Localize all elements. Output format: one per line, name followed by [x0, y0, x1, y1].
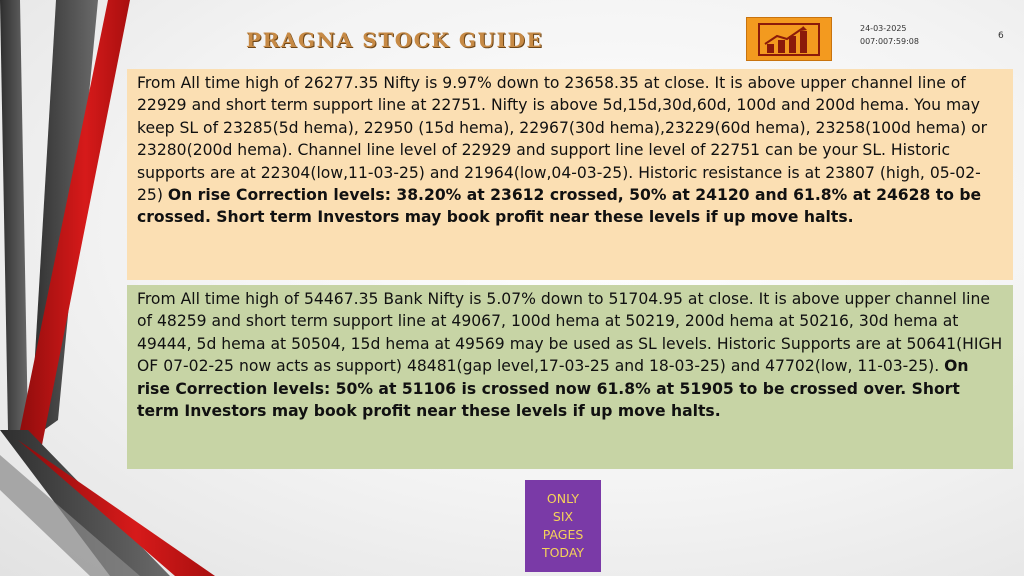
page-number: 6 — [998, 31, 1004, 41]
bank-nifty-analysis-panel — [127, 285, 1013, 469]
only-six-pages-badge — [525, 480, 601, 572]
bar-chart-growth-icon — [747, 18, 831, 60]
nifty-correction-levels: On rise Correction levels: 38.20% at 23612 crossed, 50% at 24120 and 61.8% at 24628 to be crossed. Short term Investors may book profit near these levels if up move halts. — [137, 186, 982, 227]
logo — [746, 17, 832, 61]
badge-line-2: SIX — [552, 509, 574, 524]
page-title: PRAGNA STOCK GUIDE — [246, 28, 544, 52]
nifty-analysis-text: From All time high of 26277.35 Nifty is 9.97% down to 23658.35 at close. It is above upper channel line of 22929 and short term support line at 22751. Nifty is above 5d,15d,30d,60d, 100d and 200d hema. You may keep SL of 23285(5d hema), 22950 (15d hema), 22967(30d hema),23229(60d hema), 23258(100d hema) or 23280(200d hema). Channel line level of 22929 and support line level of 22751 can be your SL. Historic supports are at 22304(low,11-03-25) and 21964(low,04-03-25). Historic resistance is at 23807 (high, 05-02-25) — [137, 74, 988, 205]
dark-stripe-upper — [0, 0, 28, 430]
badge-line-3: PAGES — [542, 527, 584, 542]
date-label: 24-03-2025 — [860, 24, 907, 33]
nifty-analysis-panel — [127, 69, 1013, 280]
time-label: 007:007:59:08 — [860, 37, 919, 46]
badge-line-1: ONLY — [546, 491, 580, 506]
badge-line-4: TODAY — [541, 545, 585, 560]
bank-nifty-analysis-text: From All time high of 54467.35 Bank Nifty is 5.07% down to 51704.95 at close. It is above upper channel line of 48259 and short term support line at 49067, 100d hema at 50219, 200d hema at 50216, 30d hema at 49444, 5d hema at 50504, 15d hema at 49569 may be used as SL levels. Historic Supports are at 50641(HIGH OF 07-02-25 now acts as support) 48481(gap level,17-03-25 and 18-03-25) and 47702(low, 11-03-25). — [137, 290, 1003, 376]
bank-nifty-correction-levels: On rise Correction levels: 50% at 51106 is crossed now 61.8% at 51905 to be crossed over. Short term Investors may book profit near these levels if up move halts. — [137, 357, 969, 421]
